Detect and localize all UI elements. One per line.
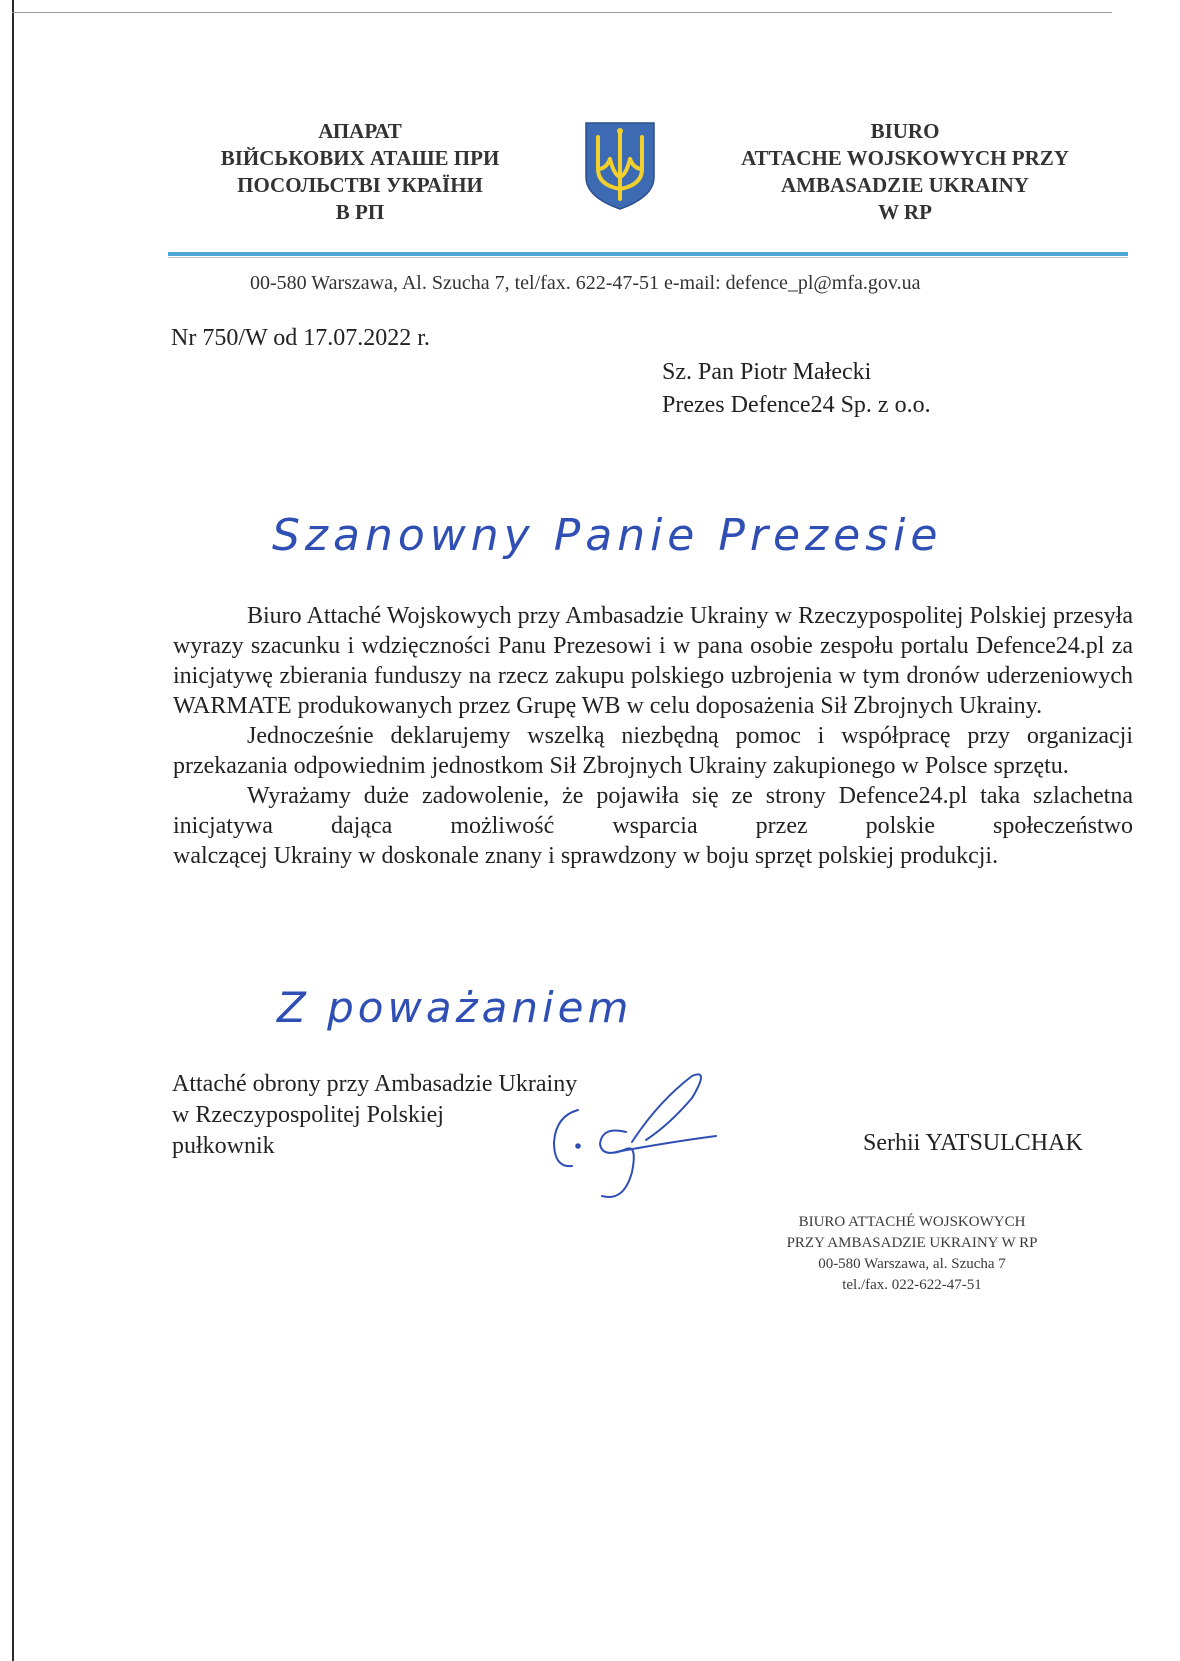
header-line: АПАРАТ — [318, 119, 402, 143]
header-line: В РП — [335, 200, 385, 224]
contact-line: 00-580 Warszawa, Al. Szucha 7, tel/fax. 622-47-51 e-mail: defence_pl@mfa.gov.ua — [250, 272, 921, 294]
signer-title-line: w Rzeczypospolitej Polskiej — [172, 1102, 444, 1128]
handwritten-salutation: Szanowny Panie Prezesie — [272, 510, 943, 561]
header-line: W RP — [878, 200, 932, 224]
ukraine-trident-icon — [584, 119, 656, 211]
header-line: ВІЙСЬКОВИХ АТАШЕ ПРИ — [220, 146, 500, 170]
body-paragraph: Biuro Attaché Wojskowych przy Ambasadzie Ukrainy w Rzeczypospolitej Polskiej przesyła wyrazy szacunku i wdzięczności Panu Prezesowi i w pana osobie zespołu portalu Defence24.pl za inicjatywę zbierania funduszy na rzecz zakupu polskiego uzbrojenia w tym dronów uderzeniowych WARMATE produkowanych przez Grupę WB w celu doposażenia Sił Zbrojnych Ukrainy. — [173, 603, 1133, 719]
header-line: AMBASADZIE UKRAINY — [781, 173, 1029, 197]
body-paragraph: Wyrażamy duże zadowolenie, że pojawiła się ze strony Defence24.pl taka szlachetna inicjatywa dająca możliwość wsparcia przez polskie społeczeństwo — [173, 783, 1133, 839]
scan-edge-top — [12, 12, 1112, 13]
signer-title-line: pułkownik — [172, 1133, 275, 1159]
reference-number: Nr 750/W od 17.07.2022 r. — [171, 325, 430, 351]
header-line: ПОСОЛЬСТВІ УКРАЇНИ — [237, 173, 483, 197]
addressee-line: Sz. Pan Piotr Małecki — [662, 359, 872, 385]
addressee — [662, 356, 931, 422]
header-polish — [700, 118, 1110, 226]
scan-edge — [12, 0, 14, 1661]
signer-title-line: Attaché obrony przy Ambasadzie Ukrainy — [172, 1071, 578, 1097]
body-paragraph: Jednocześnie deklarujemy wszelką niezbędną pomoc i współpracę przy organizacji przekazania odpowiednim jednostkom Sił Zbrojnych Ukrainy zakupionego w Polsce sprzętu. — [173, 723, 1133, 779]
signer-name: Serhii YATSULCHAK — [863, 1130, 1083, 1156]
stamp-line: BIURO ATTACHÉ WOJSKOWYCH — [798, 1214, 1026, 1230]
header-divider-shadow — [168, 257, 1128, 258]
header-line: ATTACHE WOJSKOWYCH PRZY — [741, 146, 1069, 170]
signature-image — [538, 1068, 758, 1202]
body-paragraph-continued: walczącej Ukrainy w doskonale znany i sprawdzony w boju sprzęt polskiej produkcji. — [173, 843, 999, 869]
letter-body — [173, 601, 1133, 871]
stamp-line: PRZY AMBASADZIE UKRAINY W RP — [786, 1235, 1038, 1251]
signer-title — [172, 1069, 577, 1162]
addressee-line: Prezes Defence24 Sp. z o.o. — [662, 392, 931, 418]
header-ukrainian — [170, 118, 550, 226]
header-divider — [168, 252, 1128, 256]
stamp-line: tel./fax. 022-622-47-51 — [842, 1277, 982, 1293]
handwritten-closing: Z poważaniem — [277, 983, 633, 1032]
stamp-line: 00-580 Warszawa, al. Szucha 7 — [818, 1256, 1006, 1272]
office-stamp — [772, 1212, 1052, 1296]
header-line: BIURO — [870, 119, 940, 143]
